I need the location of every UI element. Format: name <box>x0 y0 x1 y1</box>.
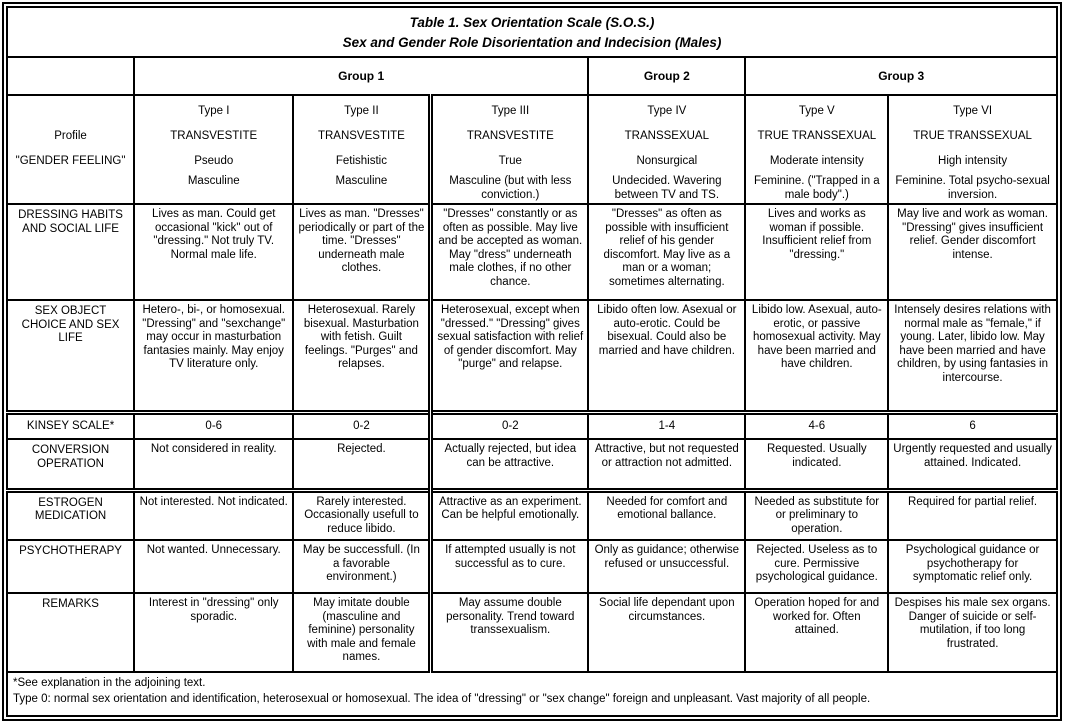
cell-conversion-type2: Rejected. <box>293 439 430 490</box>
cell-remarks-type5: Operation hoped for and worked for. Often attained. <box>745 593 888 672</box>
group-3-header: Group 3 <box>745 57 1057 95</box>
cell-kinsey-type1: 0-6 <box>134 412 293 439</box>
cell-kinsey-type3: 0-2 <box>431 412 588 439</box>
type-2-stack <box>298 99 424 201</box>
type-4-feeling: Undecided. Wavering between TV and TS. <box>612 175 722 201</box>
type-3-feeling: Masculine (but with less conviction.) <box>449 175 572 201</box>
cell-dressing-type4: "Dresses" as often as possible with insufficient relief of his gender discomfort. May live as a man or a woman; sometimes alternating. <box>588 204 745 300</box>
estrogen-medication-row <box>7 490 1057 540</box>
type-2-name: Type II <box>344 104 379 117</box>
profile-label-stack <box>12 99 129 201</box>
cell-estrogen-type1: Not interested. Not indicated. <box>134 490 293 540</box>
dressing-habits-row <box>7 204 1057 300</box>
group-header-row <box>7 57 1057 95</box>
cell-psychotherapy-type1: Not wanted. Unnecessary. <box>134 540 293 593</box>
cell-psychotherapy-type3: If attempted usually is not successful as to cure. <box>431 540 588 593</box>
cell-psychotherapy-type2: May be successfull. (In a favorable environment.) <box>293 540 430 593</box>
cell-dressing-type3: "Dresses" constantly or as often as possible. May live and be accepted as woman. May "dress" underneath male clothes, if no other chance. <box>431 204 588 300</box>
type-5-stack <box>750 99 883 201</box>
type-1-feeling: Masculine <box>187 175 240 188</box>
remarks-row <box>7 593 1057 672</box>
cell-sexobject-type2: Heterosexual. Rarely bisexual. Masturbation with fetish. Guilt feelings. "Purges" and relapses. <box>293 300 430 412</box>
cell-kinsey-type6: 6 <box>888 412 1057 439</box>
type-5-feeling: Feminine. ("Trapped in a male body".) <box>753 175 880 201</box>
type-5-category: TRUE TRANSSEXUAL <box>757 129 877 142</box>
type-6-name: Type VI <box>953 104 993 117</box>
type-2-feeling: Masculine <box>335 175 388 188</box>
row-label-kinsey-scale: KINSEY SCALE* <box>7 412 134 439</box>
type-6-feeling: Feminine. Total psycho-sexual inversion. <box>895 175 1050 201</box>
type-3-header-cell <box>431 95 588 204</box>
cell-remarks-type6: Despises his male sex organs. Danger of suicide or self-mutilation, if too long frustrated. <box>888 593 1057 672</box>
cell-estrogen-type3: Attractive as an experiment. Can be helpful emotionally. <box>431 490 588 540</box>
cell-psychotherapy-type6: Psychological guidance or psychotherapy for symptomatic relief only. <box>888 540 1057 593</box>
table-title-line1: Table 1. Sex Orientation Scale (S.O.S.) <box>409 15 655 30</box>
cell-sexobject-type3: Heterosexual, except when "dressed." "Dressing" gives sexual satisfaction with relief of gender discomfort. May "purge" and relapse. <box>431 300 588 412</box>
row-label-dressing-habits: DRESSING HABITS AND SOCIAL LIFE <box>7 204 134 300</box>
title-row <box>7 7 1057 57</box>
conversion-operation-row <box>7 439 1057 490</box>
type-3-stack <box>437 99 583 201</box>
footnote-cell <box>7 672 1057 716</box>
type-6-stack <box>893 99 1052 201</box>
cell-kinsey-type5: 4-6 <box>745 412 888 439</box>
footnote-row <box>7 672 1057 716</box>
profile-label-cell <box>7 95 134 204</box>
type-1-name: Type I <box>198 104 230 117</box>
cell-sexobject-type1: Hetero-, bi-, or homosexual. "Dressing" and "sexchange" may occur in masturbation fantasies mainly. May enjoy TV literature only. <box>134 300 293 412</box>
cell-dressing-type6: May live and work as woman. "Dressing" gives insufficient relief. Gender discomfort intense. <box>888 204 1057 300</box>
type-6-header-cell <box>888 95 1057 204</box>
type-4-name: Type IV <box>647 104 687 117</box>
cell-dressing-type2: Lives as man. "Dresses" periodically or part of the time. "Dresses" underneath male clothes. <box>293 204 430 300</box>
cell-kinsey-type2: 0-2 <box>293 412 430 439</box>
gender-feeling-label: "GENDER FEELING" <box>15 154 126 167</box>
profile-label: Profile <box>54 129 87 142</box>
row-label-conversion-operation: CONVERSION OPERATION <box>7 439 134 490</box>
type-5-name: Type V <box>798 104 835 117</box>
table-title-cell <box>7 7 1057 57</box>
cell-remarks-type3: May assume double personality. Trend toward transsexualism. <box>431 593 588 672</box>
cell-dressing-type5: Lives and works as woman if possible. Insufficient relief from "dressing." <box>745 204 888 300</box>
row-label-sex-object: SEX OBJECT CHOICE AND SEX LIFE <box>7 300 134 412</box>
group-1-header: Group 1 <box>134 57 588 95</box>
sex-orientation-scale-table <box>6 6 1058 717</box>
type-3-subtype: True <box>498 154 522 167</box>
type-2-category: TRANSVESTITE <box>317 129 405 142</box>
kinsey-scale-row <box>7 412 1057 439</box>
cell-estrogen-type6: Required for partial relief. <box>888 490 1057 540</box>
type-2-subtype: Fetishistic <box>335 154 387 167</box>
type-1-header-cell <box>134 95 293 204</box>
row-label-psychotherapy: PSYCHOTHERAPY <box>7 540 134 593</box>
type-2-header-cell <box>293 95 430 204</box>
sex-object-row <box>7 300 1057 412</box>
type-6-category: TRUE TRANSSEXUAL <box>913 129 1032 142</box>
footnote-line1: *See explanation in the adjoining text. <box>13 677 206 690</box>
table-title-line2: Sex and Gender Role Disorientation and Indecision (Males) <box>342 34 722 50</box>
cell-sexobject-type6: Intensely desires relations with normal male as "female," if young. Later, libido low. May have been married and have children, by using fantasies in intercourse. <box>888 300 1057 412</box>
cell-estrogen-type2: Rarely interested. Occasionally usefull to reduce libido. <box>293 490 430 540</box>
type-3-name: Type III <box>491 104 530 117</box>
cell-sexobject-type5: Libido low. Asexual, auto-erotic, or passive homosexual activity. May have been married and have children. <box>745 300 888 412</box>
psychotherapy-row <box>7 540 1057 593</box>
cell-conversion-type6: Urgently requested and usually attained. Indicated. <box>888 439 1057 490</box>
cell-psychotherapy-type5: Rejected. Useless as to cure. Permissive psychological guidance. <box>745 540 888 593</box>
spacer <box>12 99 129 124</box>
type-4-category: TRANSSEXUAL <box>624 129 709 142</box>
footnote-line2: Type 0: normal sex orientation and identification, heterosexual or homosexual. The idea of "dressing" or "sex change" foreign and unpleasant. Vast majority of all people. <box>13 692 871 705</box>
table-outer-frame <box>2 2 1062 721</box>
cell-estrogen-type5: Needed as substitute for or preliminary to operation. <box>745 490 888 540</box>
type-6-subtype: High intensity <box>938 154 1008 167</box>
type-5-header-cell <box>745 95 888 204</box>
cell-psychotherapy-type4: Only as guidance; otherwise refused or unsuccessful. <box>588 540 745 593</box>
spacer <box>12 174 129 201</box>
type-1-category: TRANSVESTITE <box>170 129 258 142</box>
cell-remarks-type2: May imitate double (masculine and feminine) personality with male and female names. <box>293 593 430 672</box>
cell-conversion-type3: Actually rejected, but idea can be attractive. <box>431 439 588 490</box>
row-label-remarks: REMARKS <box>7 593 134 672</box>
cell-conversion-type4: Attractive, but not requested or attraction not admitted. <box>588 439 745 490</box>
type-4-stack <box>593 99 740 201</box>
cell-dressing-type1: Lives as man. Could get occasional "kick" out of "dressing." Not truly TV. Normal male life. <box>134 204 293 300</box>
type-1-subtype: Pseudo <box>194 154 234 167</box>
cell-kinsey-type4: 1-4 <box>588 412 745 439</box>
cell-sexobject-type4: Libido often low. Asexual or auto-erotic. Could be bisexual. Could also be married and have children. <box>588 300 745 412</box>
cell-remarks-type4: Social life dependant upon circumstances. <box>588 593 745 672</box>
group-2-header: Group 2 <box>588 57 745 95</box>
type-5-subtype: Moderate intensity <box>769 154 864 167</box>
type-3-category: TRANSVESTITE <box>466 129 554 142</box>
type-1-stack <box>139 99 288 201</box>
cell-conversion-type1: Not considered in reality. <box>134 439 293 490</box>
type-4-header-cell <box>588 95 745 204</box>
cell-estrogen-type4: Needed for comfort and emotional ballance. <box>588 490 745 540</box>
profile-header-row <box>7 95 1057 204</box>
type-4-subtype: Nonsurgical <box>636 154 698 167</box>
cell-conversion-type5: Requested. Usually indicated. <box>745 439 888 490</box>
cell-remarks-type1: Interest in "dressing" only sporadic. <box>134 593 293 672</box>
group-header-corner-cell <box>7 57 134 95</box>
row-label-estrogen-medication: ESTROGEN MEDICATION <box>7 490 134 540</box>
